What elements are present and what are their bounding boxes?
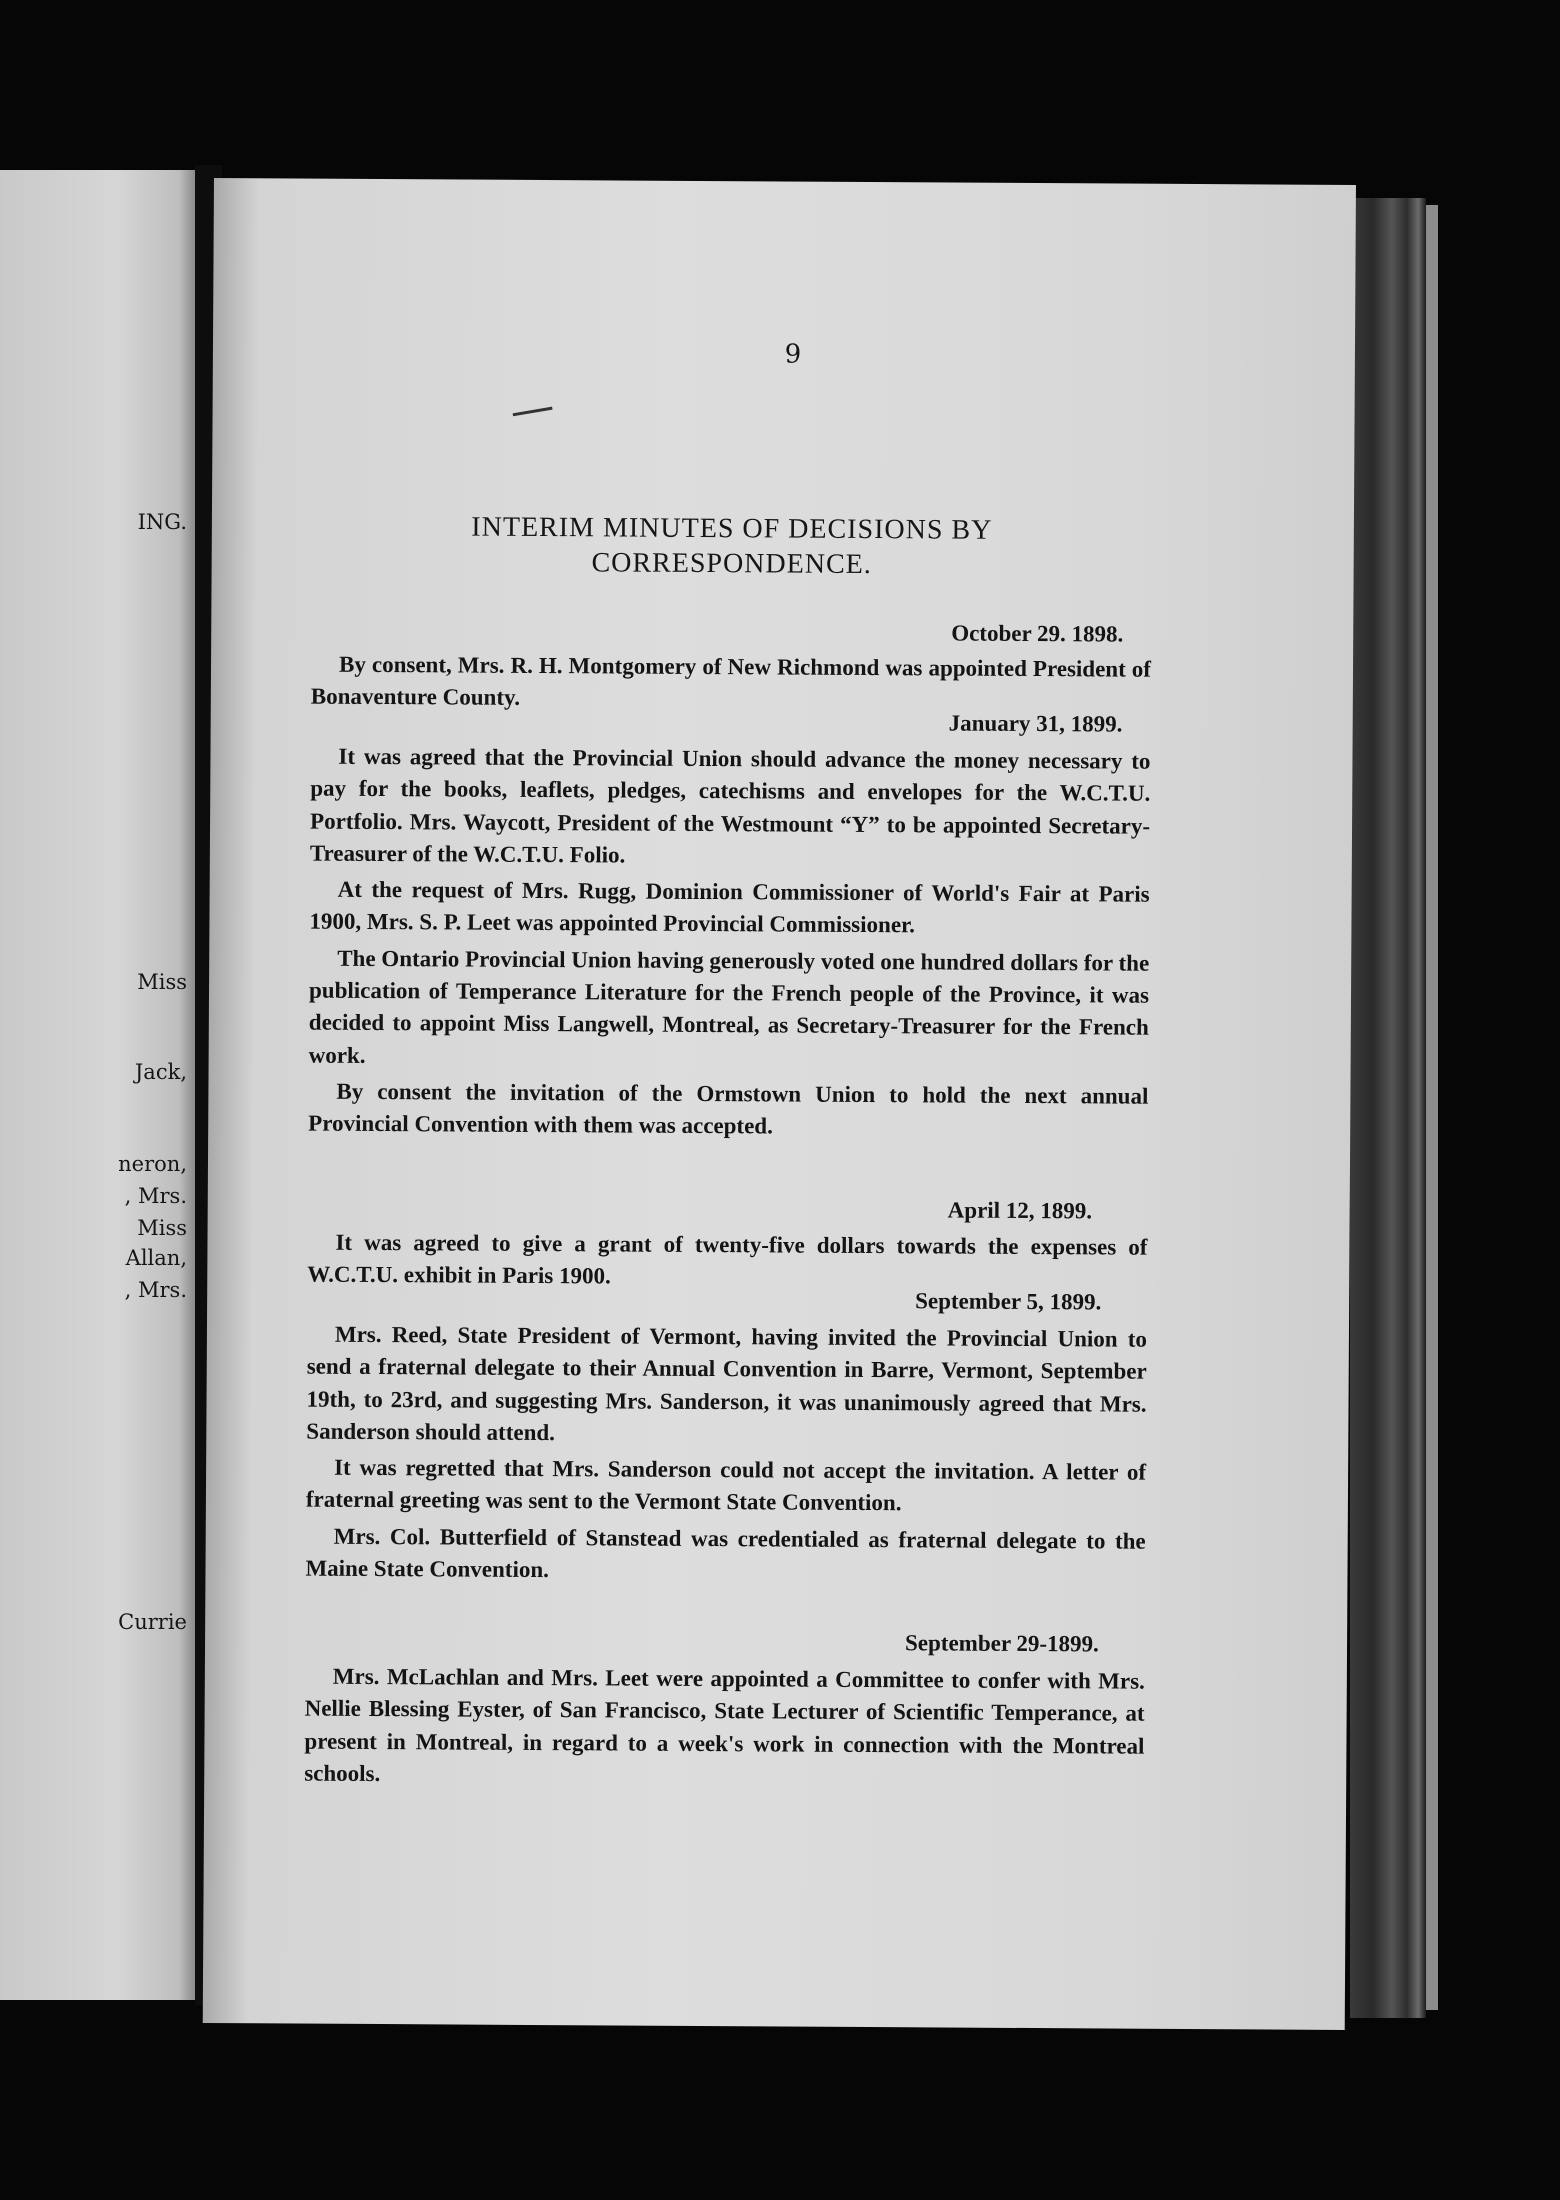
entry-date: September 5, 1899. — [915, 1288, 1102, 1315]
entry-body — [304, 1661, 1145, 1795]
page-number: 9 — [784, 339, 802, 370]
left-fragment: , Mrs. — [124, 1278, 187, 1302]
left-fragment: Allan, — [125, 1246, 187, 1270]
entry-date: September 29-1899. — [904, 1630, 1099, 1657]
left-fragment: Miss — [137, 1216, 187, 1240]
entry-date: January 31, 1899. — [948, 710, 1123, 737]
page-edge-outer — [1426, 205, 1438, 2010]
entry-body — [311, 649, 1151, 719]
entry-body — [308, 741, 1150, 1146]
paragraph: It was regretted that Mrs. Sanderson could not accept the invitation. A letter of fraternal greeting was sent to the Vermont State Convention. — [305, 1454, 1147, 1516]
paragraph: The Ontario Provincial Union having generously voted one hundred dollars for the publication of Temperance Literature for the French people of the Province, it was decided to appoint Miss Langwell, Montreal, as Secretary-Treasurer for the French work. — [308, 945, 1150, 1068]
left-fragment: , Mrs. — [124, 1184, 187, 1208]
ink-mark — [513, 407, 553, 417]
paragraph: By consent, Mrs. R. H. Montgomery of New Richmond was appointed President of Bonaventure County. — [310, 651, 1152, 711]
title-line: CORRESPONDENCE. — [591, 547, 872, 581]
entry-body — [305, 1319, 1147, 1591]
left-fragment: ING. — [137, 510, 187, 534]
left-fragment: Currie — [118, 1610, 187, 1634]
page-title — [332, 509, 1132, 584]
page-edge — [1350, 198, 1426, 2018]
entry-date: October 29. 1898. — [951, 620, 1124, 647]
left-fragment: Jack, — [134, 1060, 187, 1084]
document-page — [203, 178, 1356, 2030]
paragraph: By consent the invitation of the Ormstown Union to hold the next annual Provincial Convention with them was accepted. — [308, 1078, 1149, 1139]
left-fragment: neron, — [118, 1152, 187, 1176]
paragraph: It was agreed that the Provincial Union should advance the money necessary to pay for the books, leaflets, pledges, catechisms and envelopes for the W.C.T.U. Portfolio. Mrs. Waycott, President of the Westmount “Y” to be appointed Secretary-Treasurer of the W.C.T.U. Folio. — [309, 743, 1151, 868]
paragraph: It was agreed to give a grant of twenty-five dollars towards the expenses of W.C.T.U. exhibit in Paris 1900. — [307, 1229, 1148, 1289]
title-line: INTERIM MINUTES OF DECISIONS BY — [471, 511, 993, 546]
entry-body — [307, 1227, 1147, 1297]
paragraph: Mrs. Reed, State President of Vermont, having invited the Provincial Union to send a fraternal delegate to their Annual Convention in Barre, Vermont, September 19th, to 23rd, and suggesting Mrs. Sanderson, it was unanimously agreed that Mrs. Sanderson should attend. — [306, 1321, 1148, 1445]
paragraph: Mrs. Col. Butterfield of Stanstead was credentialed as fraternal delegate to the Maine State Convention. — [305, 1523, 1146, 1583]
paragraph: Mrs. McLachlan and Mrs. Leet were appointed a Committee to confer with Mrs. Nellie Blessing Eyster, of San Francisco, State Lecturer of Scientific Temperance, at present in Montreal, in regard to a week's work in connection with the Montreal schools. — [304, 1663, 1145, 1786]
entry-date: April 12, 1899. — [947, 1197, 1093, 1224]
paragraph: At the request of Mrs. Rugg, Dominion Commissioner of World's Fair at Paris 1900, Mrs. S. P. Leet was appointed Provincial Commissioner. — [309, 876, 1150, 938]
previous-page — [0, 170, 195, 2000]
left-fragment: Miss — [137, 970, 187, 994]
